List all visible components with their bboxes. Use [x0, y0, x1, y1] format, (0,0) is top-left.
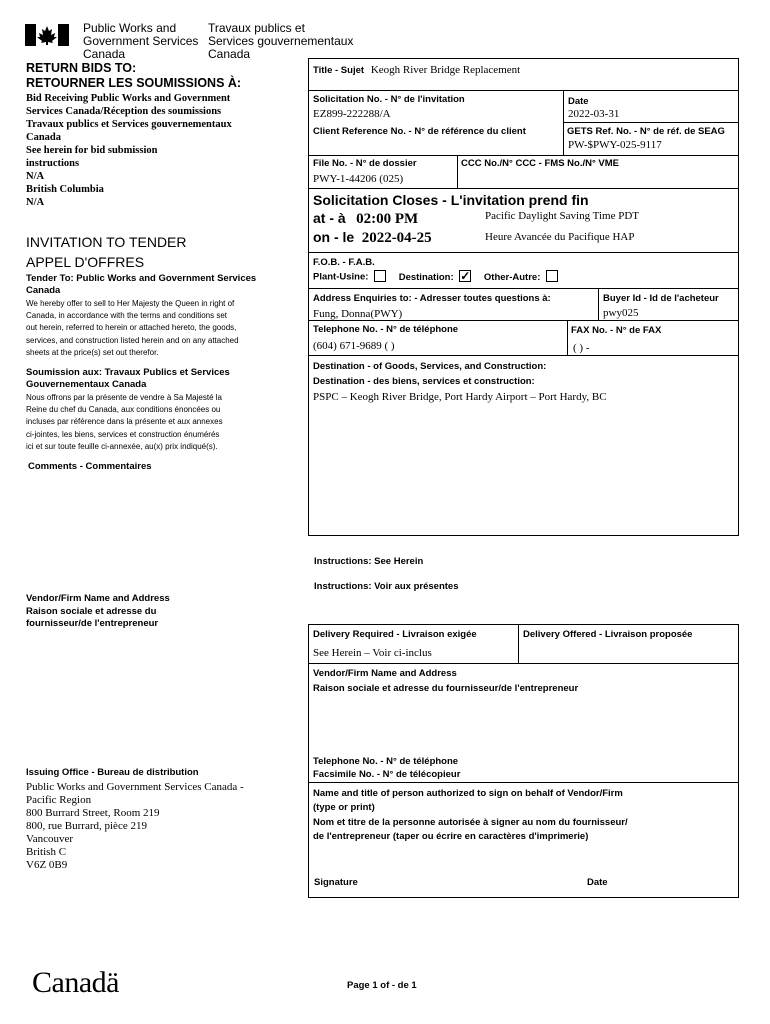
vendor-label-line: Raison sociale et adresse du [26, 605, 157, 617]
soumission-label: Soumission aux: Travaux Publics et Services Gouvernementaux Canada [26, 367, 230, 390]
government-flag-logo [25, 24, 69, 46]
vendor-box-line: Raison sociale et adresse du fournisseur/de l'entrepreneur [313, 683, 579, 694]
return-address-line: Services Canada/Réception des soumissions [26, 106, 222, 117]
soumission-text-line: ici et sur toute feuille ci-annexée, au(x) prix indiqué(s). [26, 441, 218, 451]
issuing-address-line: Vancouver [26, 833, 74, 845]
solicitation-value: EZ899-222288/A [313, 108, 391, 120]
gets-ref-value: PW-$PWY-025-9117 [568, 139, 662, 151]
date-value: 2022-03-31 [568, 108, 620, 120]
signature-label: Signature [314, 877, 358, 888]
soumission-text-line: Reine du chef du Canada, aux conditions énoncées ou [26, 405, 221, 415]
return-address-line: British Columbia [26, 184, 104, 195]
fax-value: ( ) - [573, 342, 590, 354]
destination-checkbox[interactable]: ✓ [460, 269, 471, 283]
soumission-text-line: ci-jointes, les biens, services et construction énumérés [26, 429, 220, 439]
fob-options-row [313, 271, 558, 283]
instructions-fr: Instructions: Voir aux présentes [314, 581, 459, 592]
tender-text-line: out herein, referred to herein or attached hereto, the goods, [26, 323, 237, 333]
delivery-required-label: Delivery Required - Livraison exigée [313, 629, 477, 640]
vendor-contact-labels [313, 755, 460, 781]
address-enquiries-label: Address Enquiries to: - Adresser toutes questions à: [313, 293, 551, 304]
return-address-line: Canada [26, 132, 62, 143]
vendor-name-address-input[interactable] [313, 697, 733, 749]
issuing-office-address [26, 781, 244, 872]
on-label: on - le [313, 229, 355, 245]
vendor-label-line: fournisseur/de l'entrepreneur [26, 618, 159, 629]
return-address-line: instructions [26, 158, 80, 169]
return-address-line: See herein for bid submission [26, 145, 158, 156]
destination-label-line: Destination - des biens, services et construction: [313, 376, 535, 387]
timezone-fr: Heure Avancée du Pacifique HAP [485, 231, 635, 243]
dept-en-line: Public Works and [83, 21, 177, 35]
destination-value: PSPC – Keogh River Bridge, Port Hardy Airport – Port Hardy, BC [313, 391, 607, 403]
timezone-en: Pacific Daylight Saving Time PDT [485, 210, 639, 222]
return-address-line: N/A [26, 197, 45, 208]
soumission-text-line: Nous offrons par la présente de vendre à Sa Majesté la [26, 393, 222, 402]
page-number: Page 1 of - de 1 [347, 980, 417, 991]
gets-ref-label: GETS Ref. No. - N° de réf. de SEAG [567, 126, 725, 137]
tender-to-label: Tender To: Public Works and Government Services Canada [26, 273, 257, 296]
vendor-telephone-label: Telephone No. - N° de téléphone [313, 756, 459, 767]
tender-text-line: sheets at the price(s) set out therefor. [26, 347, 159, 357]
title-label: Title - Sujet [313, 65, 365, 76]
vendor-label-line: Vendor/Firm Name and Address [26, 593, 170, 604]
date-label: Date [568, 96, 589, 107]
return-address-line: Bid Receiving Public Works and Government [26, 93, 231, 104]
fax-label: FAX No. - N° de FAX [571, 325, 662, 336]
canada-wordmark-logo: Canadä [32, 966, 119, 999]
return-address [26, 92, 266, 209]
tender-text-line: services, and construction listed herein and on any attached [26, 335, 239, 345]
department-name-en [83, 22, 198, 61]
invitation-line: APPEL D'OFFRES [26, 254, 145, 270]
ccc-number-label: CCC No./N° CCC - FMS No./N° VME [461, 158, 620, 169]
vendor-firm-left-label [26, 593, 170, 631]
solicitation-label: Solicitation No. - N° de l'invitation [313, 94, 465, 105]
signer-label-line: de l'entrepreneur (taper ou écrire en caractères d'imprimerie) [313, 830, 589, 842]
solicitation-closes-title: Solicitation Closes - L'invitation prend fin [313, 192, 589, 208]
return-bids-line: RETURN BIDS TO: [26, 61, 137, 75]
dept-fr-line: Travaux publics et [208, 21, 305, 35]
dept-fr-line: Canada [208, 47, 251, 61]
destination-label: Destination: [398, 271, 454, 283]
soumission-text-line: incluses par référence dans la présente et aux annexes [26, 417, 223, 427]
invitation-heading [26, 232, 187, 272]
client-reference-label: Client Reference No. - N° de référence du client [313, 126, 526, 137]
department-name-fr [208, 22, 353, 61]
other-checkbox[interactable] [546, 270, 558, 282]
soumission-offer-text [26, 392, 276, 453]
comments-label: Comments - Commentaires [28, 461, 152, 472]
vendor-firm-box-label [313, 666, 578, 696]
closing-time-value: 02:00 PM [356, 211, 419, 227]
vendor-box-line: Vendor/Firm Name and Address [313, 668, 457, 679]
plant-checkbox[interactable] [374, 270, 386, 282]
delivery-offered-label: Delivery Offered - Livraison proposée [523, 629, 693, 640]
dept-en-line: Canada [83, 47, 126, 61]
issuing-address-line: V6Z 0B9 [26, 859, 68, 871]
invitation-line: INVITATION TO TENDER [26, 234, 187, 250]
closing-date-row [313, 229, 432, 247]
title-field [313, 64, 520, 77]
closing-time-row [313, 210, 418, 228]
destination-goods-label [313, 359, 546, 389]
issuing-address-line: 800 Burrard Street, Room 219 [26, 807, 160, 819]
instructions-en: Instructions: See Herein [314, 556, 424, 567]
return-bids-heading [26, 61, 241, 91]
tender-text-line: Canada, in accordance with the terms and conditions set [26, 311, 228, 321]
plant-label: Plant-Usine: [313, 271, 369, 283]
file-number-label: File No. - N° de dossier [313, 158, 417, 169]
dept-fr-line: Services gouvernementaux [208, 34, 354, 48]
at-label: at - à [313, 210, 346, 226]
dept-en-line: Government Services [83, 34, 199, 48]
authorized-signer-input[interactable] [313, 845, 733, 871]
issuing-address-line: Pacific Region [26, 794, 92, 806]
buyer-id-value: pwy025 [603, 307, 639, 319]
authorized-signer-label [313, 787, 628, 844]
issuing-address-line: 800, rue Burrard, pièce 219 [26, 820, 147, 832]
signer-label-line: (type or print) [313, 802, 375, 814]
return-address-line: N/A [26, 171, 45, 182]
signer-label-line: Nom et titre de la personne autorisée à signer au nom du fournisseur/ [313, 816, 628, 828]
return-bids-line: RETOURNER LES SOUMISSIONS À: [26, 76, 242, 90]
tender-text-line: We hereby offer to sell to Her Majesty the Queen in right of [26, 299, 235, 308]
tender-offer-text [26, 298, 276, 359]
return-address-line: Travaux publics et Services gouvernementaux [26, 119, 232, 130]
closing-date-value: 2022-04-25 [361, 230, 432, 246]
vendor-fax-label: Facsimile No. - N° de télécopieur [313, 769, 461, 780]
signer-label-line: Name and title of person authorized to sign on behalf of Vendor/Firm [313, 788, 623, 799]
other-label: Other-Autre: [483, 271, 541, 283]
telephone-value: (604) 671-9689 ( ) [313, 340, 395, 352]
title-value: Keogh River Bridge Replacement [370, 64, 521, 76]
issuing-address-line: Public Works and Government Services Canada - [26, 781, 244, 793]
address-enquiries-value: Fung, Donna(PWY) [313, 308, 403, 320]
issuing-address-line: British C [26, 846, 67, 858]
signature-date-label: Date [587, 877, 608, 888]
fob-label: F.O.B. - F.A.B. [313, 257, 375, 268]
issuing-office-label: Issuing Office - Bureau de distribution [26, 767, 199, 778]
buyer-id-label: Buyer Id - Id de l'acheteur [603, 293, 719, 304]
telephone-label: Telephone No. - N° de téléphone [313, 324, 459, 335]
file-number-value: PWY-1-44206 (025) [313, 173, 404, 185]
destination-label-line: Destination - of Goods, Services, and Construction: [313, 361, 547, 372]
delivery-required-value: See Herein – Voir ci-inclus [313, 647, 432, 659]
